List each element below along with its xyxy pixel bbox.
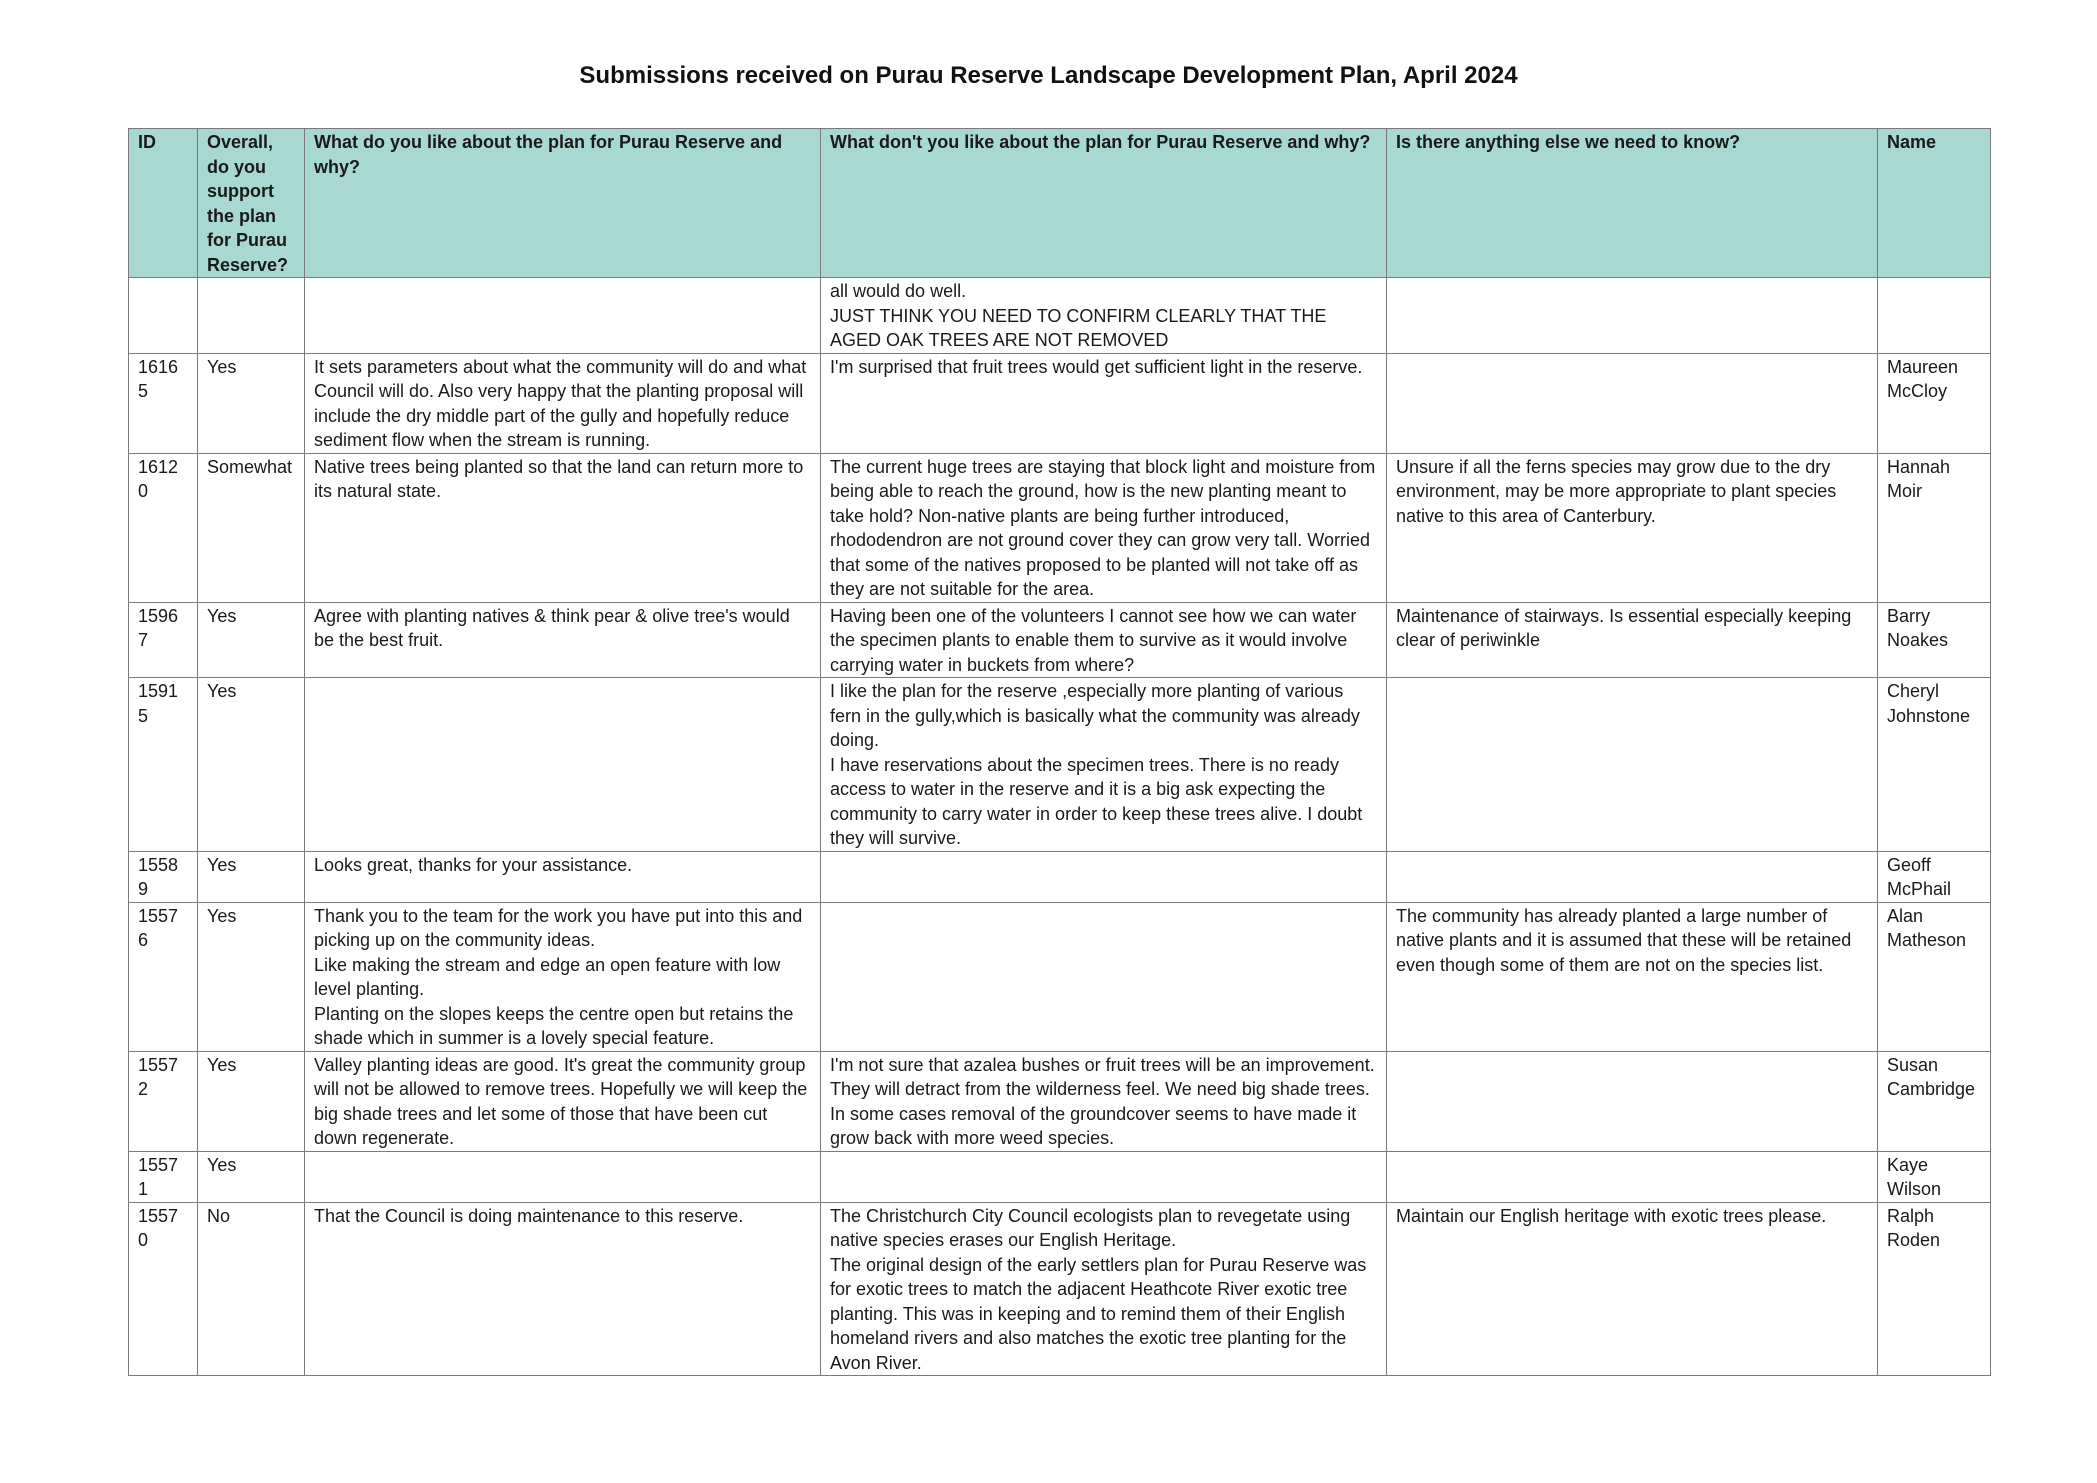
cell-dislike: I'm not sure that azalea bushes or fruit trees will be an improvement. They will detract from the wilderness feel. We need big shade trees. In some cases removal of the groundcover seems to have made it grow back with more weed species. [821,1051,1387,1151]
cell-anything-else [1387,678,1878,852]
cell-id [129,278,198,354]
table-row [129,278,1991,354]
header-support: Overall, do you support the plan for Purau Reserve? [198,129,305,278]
page-title: Submissions received on Purau Reserve Landscape Development Plan, April 2024 [579,62,1518,89]
cell-support: Yes [198,678,305,852]
header-id: ID [129,129,198,278]
table-row [129,353,1991,453]
header-name: Name [1878,129,1991,278]
table-row [129,851,1991,902]
cell-anything-else [1387,278,1878,354]
cell-name [1878,278,1991,354]
cell-dislike: Having been one of the volunteers I cannot see how we can water the specimen plants to enable them to survive as it would involve carrying water in buckets from where? [821,602,1387,678]
header-dislike: What don't you like about the plan for Purau Reserve and why? [821,129,1387,278]
header-like: What do you like about the plan for Purau Reserve and why? [305,129,821,278]
cell-id: 15571 [129,1151,198,1202]
cell-like: Valley planting ideas are good. It's great the community group will not be allowed to remove trees. Hopefully we will keep the big shade trees and let some of those that have been cut down regenerate. [305,1051,821,1151]
cell-id: 16120 [129,453,198,602]
cell-support: Somewhat [198,453,305,602]
table-row [129,902,1991,1051]
cell-like: It sets parameters about what the community will do and what Council will do. Also very happy that the planting proposal will include the dry middle part of the gully and hopefully reduce sediment flow when the stream is running. [305,353,821,453]
cell-like: Looks great, thanks for your assistance. [305,851,821,902]
cell-name: Maureen McCloy [1878,353,1991,453]
table-row [129,678,1991,852]
cell-support: Yes [198,851,305,902]
cell-dislike: The current huge trees are staying that block light and moisture from being able to reach the ground, how is the new planting meant to take hold? Non-native plants are being further introduced, rhododendron are not ground cover they can grow very tall. Worried that some of the natives proposed to be planted will not take off as they are not suitable for the area. [821,453,1387,602]
cell-like [305,678,821,852]
table-row [129,1202,1991,1376]
cell-dislike: all would do well. JUST THINK YOU NEED TO CONFIRM CLEARLY THAT THE AGED OAK TREES ARE NOT REMOVED [821,278,1387,354]
table-row [129,602,1991,678]
submissions-table [128,128,1991,1376]
cell-anything-else: Unsure if all the ferns species may grow due to the dry environment, may be more appropriate to plant species native to this area of Canterbury. [1387,453,1878,602]
cell-like: That the Council is doing maintenance to this reserve. [305,1202,821,1376]
cell-anything-else: The community has already planted a large number of native plants and it is assumed that these will be retained even though some of them are not on the species list. [1387,902,1878,1051]
cell-name: Ralph Roden [1878,1202,1991,1376]
cell-like: Native trees being planted so that the land can return more to its natural state. [305,453,821,602]
cell-id: 15572 [129,1051,198,1151]
cell-dislike: I like the plan for the reserve ,especially more planting of various fern in the gully,which is basically what the community was already doing. I have reservations about the specimen trees. There is no ready access to water in the reserve and it is a big ask expecting the community to carry water in order to keep these trees alive. I doubt they will survive. [821,678,1387,852]
cell-dislike: The Christchurch City Council ecologists plan to revegetate using native species erases our English Heritage. The original design of the early settlers plan for Purau Reserve was for exotic trees to match the adjacent Heathcote River exotic tree planting. This was in keeping and to remind them of their English homeland rivers and also matches the exotic tree planting for the Avon River. [821,1202,1387,1376]
cell-anything-else: Maintenance of stairways. Is essential especially keeping clear of periwinkle [1387,602,1878,678]
cell-support: No [198,1202,305,1376]
cell-name: Alan Matheson [1878,902,1991,1051]
cell-like [305,1151,821,1202]
cell-name: Hannah Moir [1878,453,1991,602]
cell-id: 15576 [129,902,198,1051]
cell-support: Yes [198,902,305,1051]
cell-name: Barry Noakes [1878,602,1991,678]
cell-id: 15589 [129,851,198,902]
cell-anything-else: Maintain our English heritage with exotic trees please. [1387,1202,1878,1376]
cell-id: 15967 [129,602,198,678]
cell-support: Yes [198,1051,305,1151]
cell-dislike [821,1151,1387,1202]
table-row [129,1051,1991,1151]
cell-dislike: I'm surprised that fruit trees would get sufficient light in the reserve. [821,353,1387,453]
cell-anything-else [1387,1051,1878,1151]
cell-anything-else [1387,353,1878,453]
cell-anything-else [1387,1151,1878,1202]
cell-support [198,278,305,354]
header-anything-else: Is there anything else we need to know? [1387,129,1878,278]
cell-support: Yes [198,1151,305,1202]
cell-dislike [821,902,1387,1051]
cell-support: Yes [198,353,305,453]
cell-name: Cheryl Johnstone [1878,678,1991,852]
cell-anything-else [1387,851,1878,902]
cell-like: Thank you to the team for the work you have put into this and picking up on the community ideas. Like making the stream and edge an open feature with low level planting. Planting on the slopes keeps the centre open but retains the shade which in summer is a lovely special feature. [305,902,821,1051]
cell-like [305,278,821,354]
cell-name: Geoff McPhail [1878,851,1991,902]
table-row [129,1151,1991,1202]
table-header-row [129,129,1991,278]
cell-name: Kaye Wilson [1878,1151,1991,1202]
cell-dislike [821,851,1387,902]
cell-support: Yes [198,602,305,678]
cell-id: 16165 [129,353,198,453]
cell-id: 15570 [129,1202,198,1376]
cell-like: Agree with planting natives & think pear & olive tree's would be the best fruit. [305,602,821,678]
cell-name: Susan Cambridge [1878,1051,1991,1151]
table-row [129,453,1991,602]
cell-id: 15915 [129,678,198,852]
